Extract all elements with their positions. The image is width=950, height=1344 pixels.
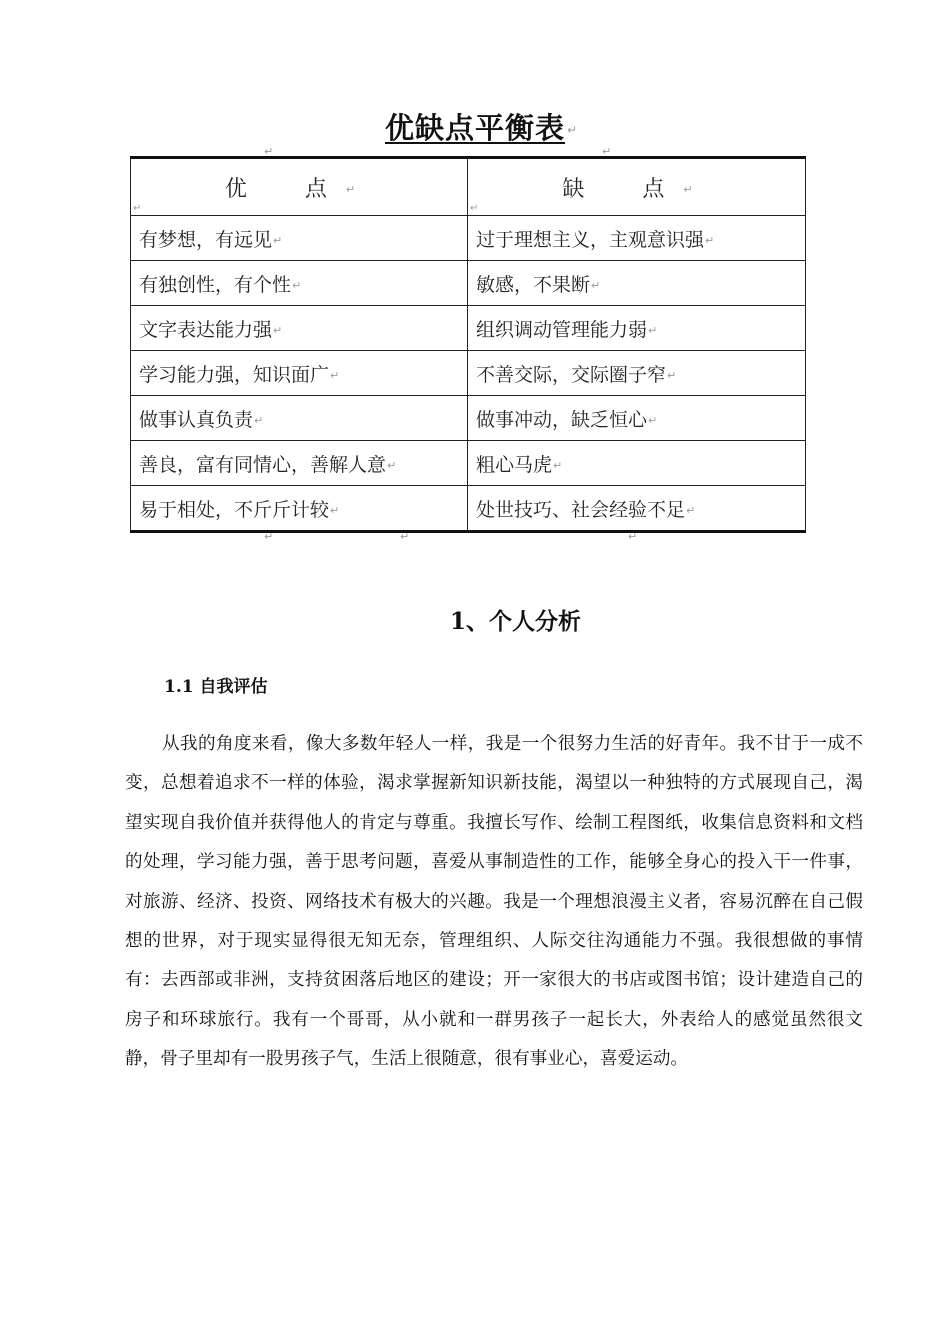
table-header-row [131,158,806,216]
pro-text: 易于相处，不斤斤计较 [139,498,330,521]
paragraph-mark-icon: ↵ [602,145,612,158]
table-row [131,216,806,261]
con-cell [468,261,806,306]
pro-text: 做事认真负责 [139,408,254,431]
paragraph-mark-icon: ↵ [345,183,374,196]
cons-header-cell [468,158,806,216]
table-row [131,351,806,396]
con-cell [468,441,806,486]
con-text: 处世技巧、社会经验不足 [476,498,686,521]
sub-heading: 1.1 自我评估 [164,677,268,697]
paragraph-mark-icon: ↵ [628,530,638,543]
con-cell [468,351,806,396]
table-title-text: 优缺点平衡表 [385,111,566,145]
con-text: 不善交际，交际圈子窄 [476,363,667,386]
paragraph-mark-icon: ↵ [667,368,677,382]
pro-text: 文字表达能力强 [139,318,273,341]
paragraph-mark-icon: ↵ [273,323,283,337]
paragraph-mark-icon: ↵ [264,145,274,158]
paragraph-mark-icon: ↵ [705,233,715,247]
con-text: 组织调动管理能力弱 [476,318,648,341]
paragraph-mark-icon: ↵ [400,530,410,543]
paragraph-mark-icon: ↵ [591,278,601,292]
pro-cell [131,441,468,486]
con-text: 过于理想主义，主观意识强 [476,228,705,251]
con-text: 敏感，不果断 [476,273,591,296]
table-title [385,106,578,147]
pro-cell [131,351,468,396]
pro-text: 学习能力强，知识面广 [139,363,330,386]
cons-header-label: 缺 点 [562,176,683,202]
con-cell [468,396,806,441]
section-heading: 1、个人分析 [450,608,582,635]
paragraph-mark-icon: ↵ [648,323,658,337]
paragraph-mark-icon: ↵ [686,503,696,517]
paragraph-mark-icon: ↵ [648,413,658,427]
body-paragraph: 从我的角度来看，像大多数年轻人一样，我是一个很努力生活的好青年。我不甘于一成不变，总想着追求不一样的体验，渴求掌握新知识新技能，渴望以一种独特的方式展现自己，渴望实现自我价值并获得他人的肯定与尊重。我擅长写作、绘制工程图纸，收集信息资料和文档的处理，学习能力强，善于思考问题，喜爱从事制造性的工作，能够全身心的投入干一件事，对旅游、经济、投资、网络技术有极大的兴趣。我是一个理想浪漫主义者，容易沉醉在自己假想的世界，对于现实显得很无知无奈，管理组织、人际交往沟通能力不强。我很想做的事情有：去西部或非洲，支持贫困落后地区的建设；开一家很大的书店或图书馆；设计建造自己的房子和环球旅行。我有一个哥哥，从小就和一群男孩子一起长大，外表给人的感觉虽然很文静，骨子里却有一股男孩子气，生活上很随意，很有事业心，喜爱运动。 [125,734,863,1070]
paragraph-mark-icon: ↵ [330,503,340,517]
pro-text: 善良，富有同情心，善解人意 [139,453,387,476]
paragraph-mark-icon: ↵ [567,123,579,137]
paragraph-mark-icon: ↵ [387,458,397,472]
con-text: 粗心马虎 [476,453,553,476]
table-row [131,486,806,532]
pro-text: 有独创性，有个性 [139,273,292,296]
con-cell [468,486,806,532]
pro-cell [131,306,468,351]
con-cell [468,306,806,351]
table-row [131,261,806,306]
paragraph-mark-icon: ↵ [330,368,340,382]
pro-cell [131,486,468,532]
paragraph-mark-icon: ↵ [470,203,479,214]
pros-cons-table [130,156,806,533]
paragraph-mark-icon: ↵ [553,458,563,472]
pro-cell [131,216,468,261]
pro-cell [131,261,468,306]
paragraph-mark-icon: ↵ [273,233,283,247]
table-row [131,306,806,351]
pro-text: 有梦想，有远见 [139,228,273,251]
paragraph-mark-icon: ↵ [133,203,142,214]
pro-cell [131,396,468,441]
pros-header-label: 优 点 [224,176,345,202]
pros-header-cell [131,158,468,216]
con-text: 做事冲动，缺乏恒心 [476,408,648,431]
paragraph-mark-icon: ↵ [683,183,711,196]
paragraph-mark-icon: ↵ [264,530,274,543]
table-row [131,441,806,486]
paragraph-mark-icon: ↵ [254,413,264,427]
paragraph-mark-icon: ↵ [292,278,302,292]
con-cell [468,216,806,261]
table-row [131,396,806,441]
